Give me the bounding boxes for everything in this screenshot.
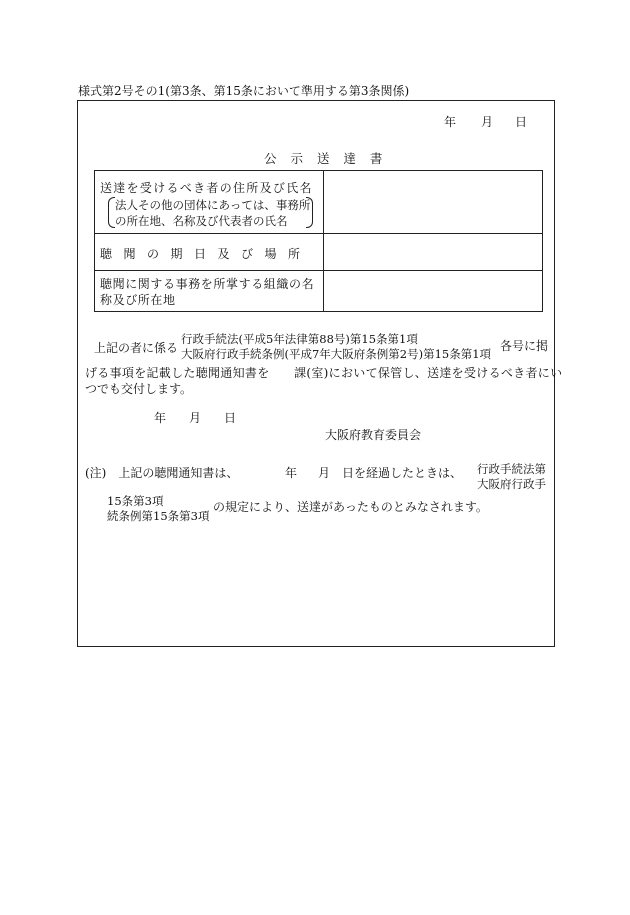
recipient-sublabel-line1: 法人その他の団体にあっては、事務所 [115, 198, 311, 212]
recipient-sublabel [115, 197, 310, 229]
left-bracket [108, 197, 115, 228]
header-date-month: 月 [481, 115, 494, 129]
organization-value-cell[interactable] [324, 271, 543, 312]
table-row-organization [95, 271, 543, 312]
form-number: 様式第2号その1(第3条、第15条において準用する第3条関係) [78, 84, 410, 98]
note-year: 年 [285, 466, 298, 480]
note-tail: の規定により、送達があったものとみなされます。 [213, 500, 488, 514]
paragraph1-line3: つでも交付します。 [85, 382, 193, 396]
organization-label: 聴聞に関する事務を所掌する組織の名称及び所在地 [100, 277, 315, 307]
recipient-label-cell [95, 171, 324, 234]
organization-label-cell [95, 271, 324, 312]
paragraph1-law-option2: 大阪府行政手続条例(平成7年大阪府条例第2号)第15条第1項 [181, 347, 492, 361]
issue-date-day: 日 [224, 411, 237, 425]
note-article-option2: 続条例第15条第3項 [107, 509, 210, 523]
issuer-name: 大阪府教育委員会 [325, 428, 422, 442]
note-month: 月 [318, 466, 331, 480]
note-law-option1: 行政手続法第 [477, 462, 546, 476]
table-row-hearing-date [95, 234, 543, 271]
hearing-date-value-cell[interactable] [324, 234, 543, 271]
issue-date-month: 月 [189, 411, 202, 425]
issue-date-year: 年 [154, 411, 167, 425]
hearing-date-label-cell [95, 234, 324, 271]
recipient-sublabel-line2: の所在地、名称及び代表者の氏名 [115, 214, 288, 228]
recipient-value-cell[interactable] [324, 171, 543, 234]
document-title: 公 示 送 達 書 [264, 151, 388, 166]
right-bracket [306, 197, 313, 228]
recipient-label: 送達を受けるべき者の住所及び氏名 [100, 181, 313, 195]
info-table [94, 170, 543, 312]
note-lead: (注) 上記の聴聞通知書は、 [85, 466, 239, 480]
note-mid: 日を経過したときは、 [342, 466, 463, 480]
table-row-recipient [95, 171, 543, 234]
hearing-date-label: 聴聞の期日及び場所 [100, 247, 312, 261]
header-date-day: 日 [515, 115, 528, 129]
note-law-option2: 大阪府行政手 [477, 477, 546, 491]
note-article-option1: 15条第3項 [107, 494, 164, 508]
header-date-year: 年 [444, 115, 457, 129]
paragraph1-lead: 上記の者に係る [94, 341, 179, 355]
paragraph1-tail: 各号に掲 [500, 339, 549, 353]
paragraph1-law-option1: 行政手続法(平成5年法律第88号)第15条第1項 [181, 332, 418, 346]
paragraph1-line2: げる事項を記載した聴聞通知書を 課(室)において保管し、送達を受けるべき者にい [85, 366, 563, 380]
